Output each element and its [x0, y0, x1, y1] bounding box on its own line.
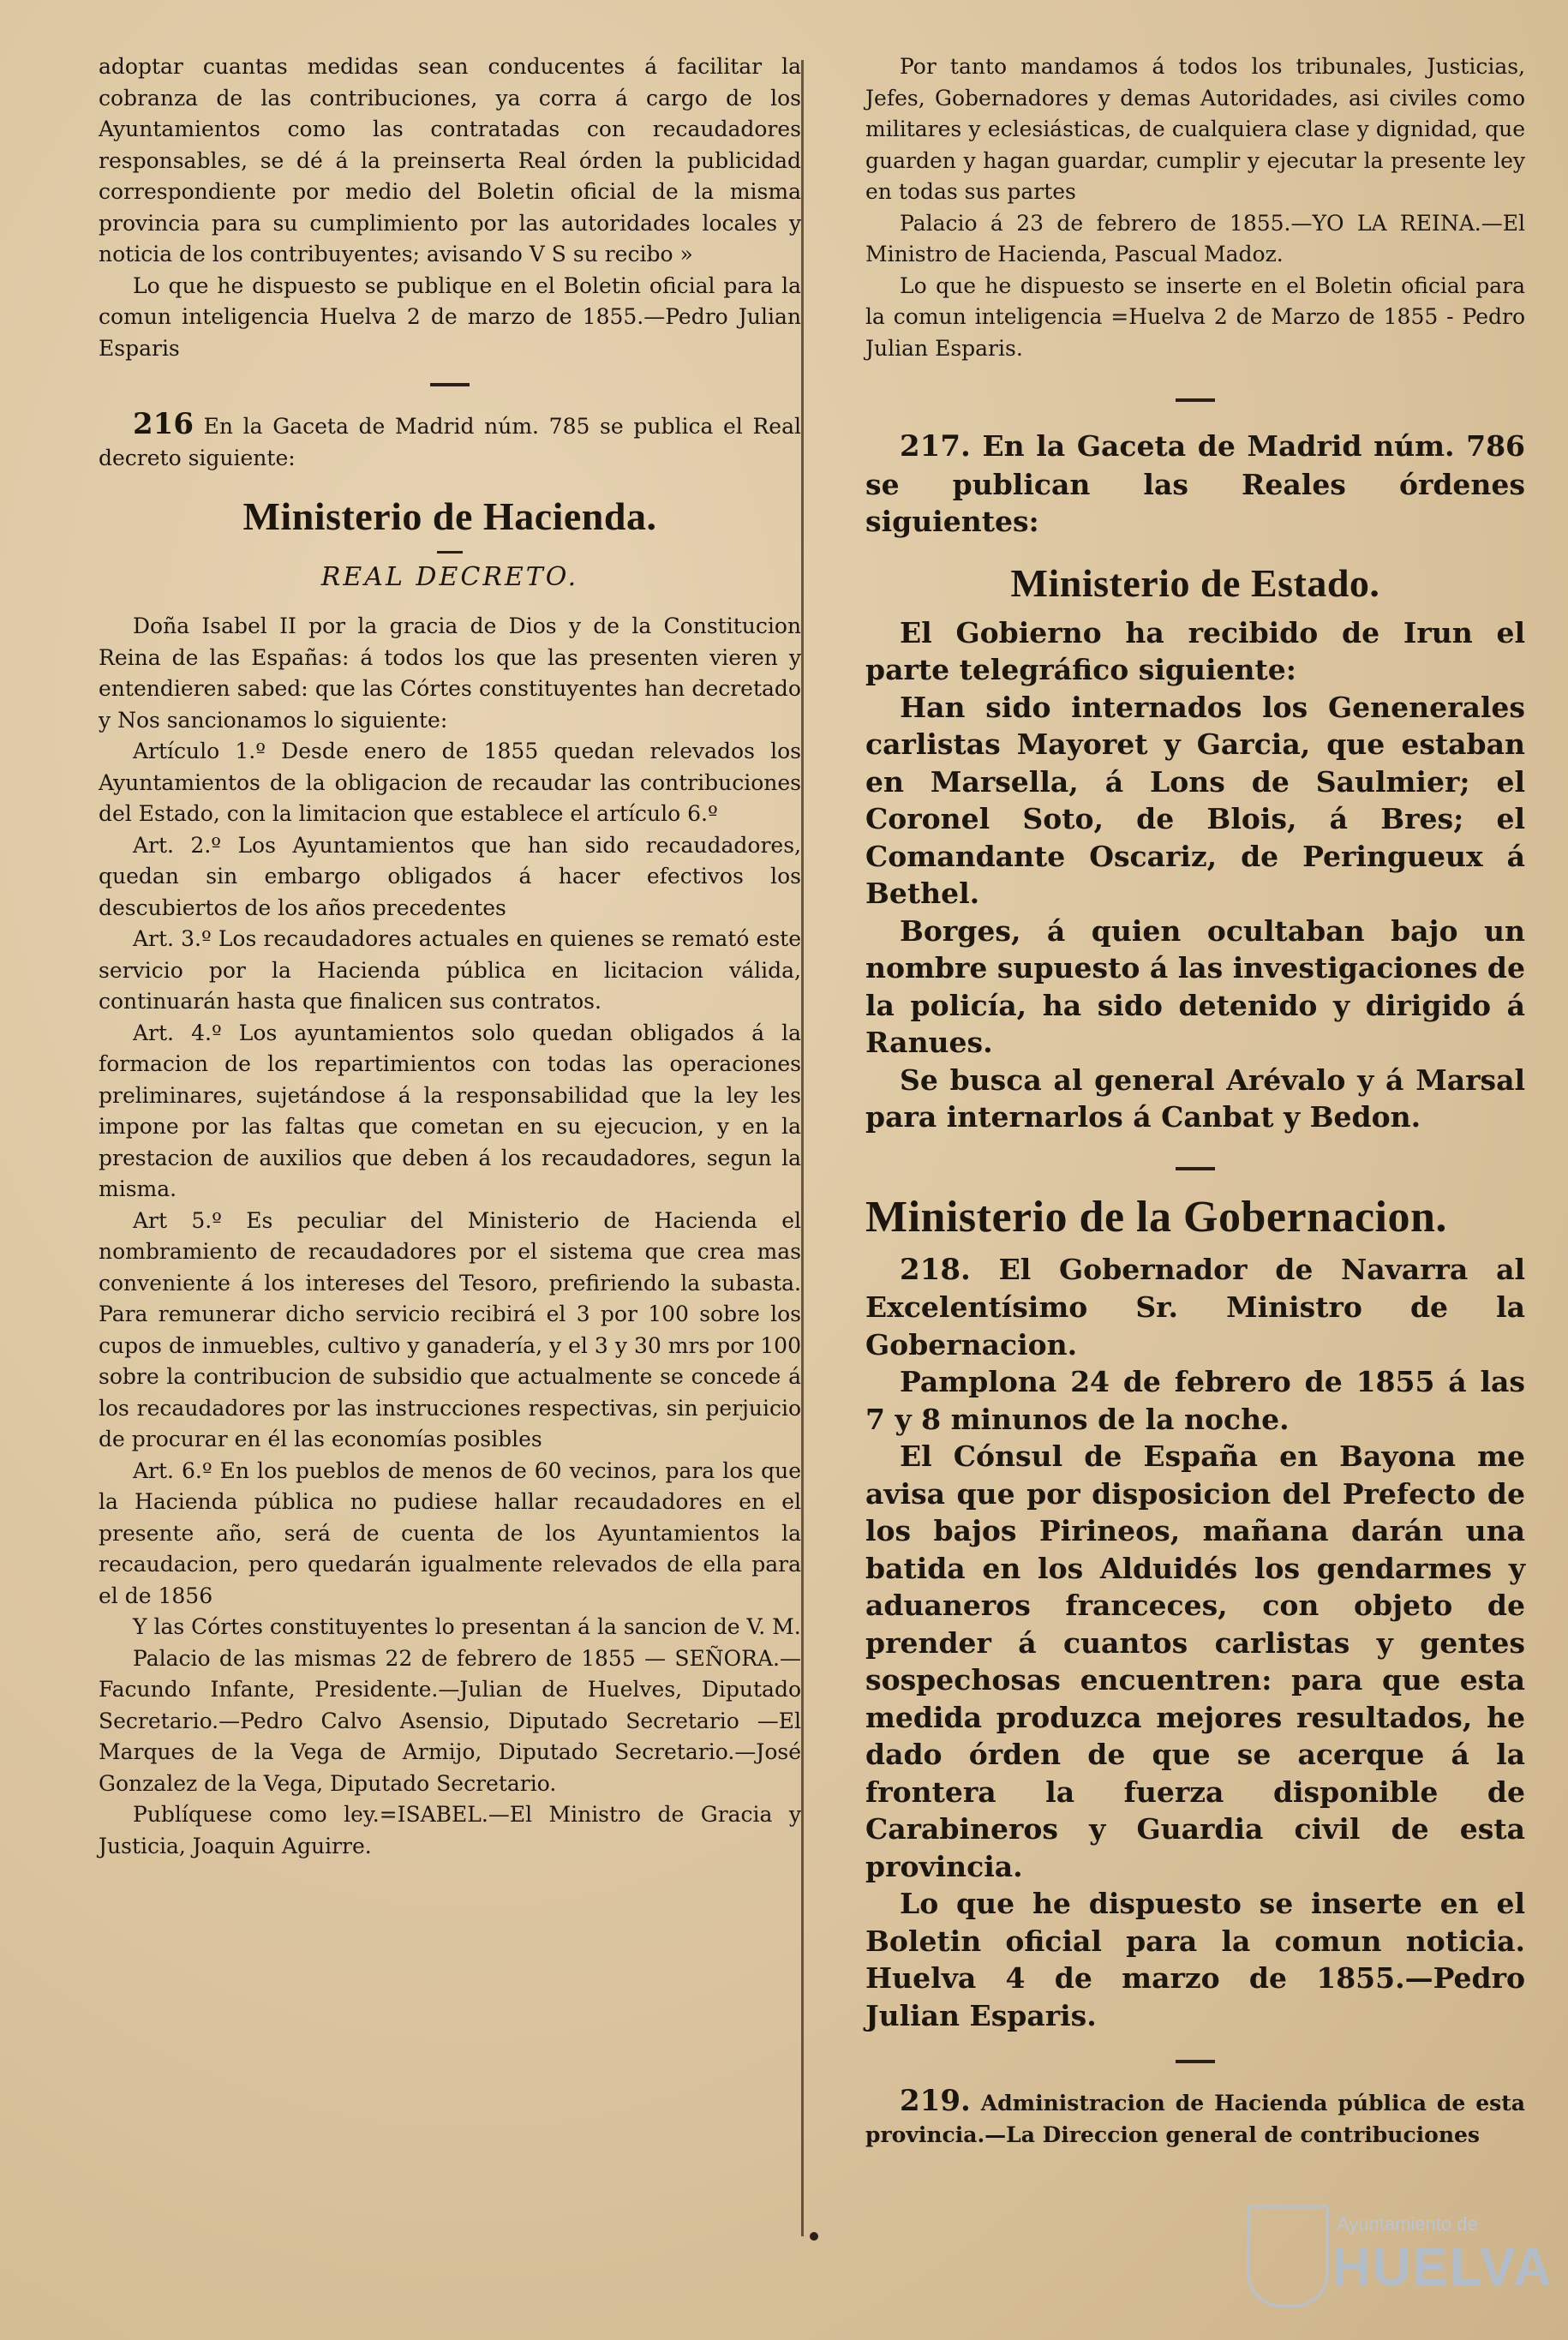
gobernacion-paragraph-3: Lo que he dispuesto se inserte en el Boletin oficial para la comun noticia. Huelva 4 de marzo de 1855.—Pedro Julian Esparis.	[865, 1887, 1525, 2032]
publication-note: Lo que he dispuesto se publique en el Boletin oficial para la comun inteligencia Huelva 2 de marzo de 1855.—Pedro Julian Esparis	[99, 272, 801, 361]
right-column	[865, 51, 1525, 2151]
signatures: Palacio de las mismas 22 de febrero de 1855 — SEÑORA.—Facundo Infante, Presidente.—Julian de Huelves, Diputado Secretario.—Pedro Calvo Asensio, Diputado Secretario —El Marques de la Vega de Armijo, Diputado Secretario.—José Gonzalez de la Vega, Diputado Secretario.	[99, 1645, 801, 1796]
item-217	[865, 428, 1525, 541]
article-1: Artículo 1.º Desde enero de 1855 quedan relevados los Ayuntamientos de la obligacion de recaudar las contribuciones del Estado, con la limitacion que establece el artículo 6.º	[99, 739, 801, 826]
page-dot	[810, 2232, 818, 2241]
mandate: Por tanto mandamos á todos los tribunales, Justicias, Jefes, Gobernadores y demas Autoridades, asi civiles como militares y eclesiásticas, de cualquiera clase y dignidad, que guarden y hagan guardar, cumplir y ejecutar la presente ley en todas sus partes	[865, 54, 1525, 204]
royal-signature: Palacio á 23 de febrero de 1855.—YO LA REINA.—El Ministro de Hacienda, Pascual Madoz.	[865, 210, 1525, 266]
watermark	[1247, 2205, 1553, 2307]
article-5: Art 5.º Es peculiar del Ministerio de Hacienda el nombramiento de recaudadores por el sistema que crea mas conveniente á los intereses del Tesoro, prefiriendo la subasta. Para remunerar dicho servicio recibirá el 3 por 100 sobre los cupos de inmuebles, cultivo y ganadería, y el 3 y 30 mrs por 100 sobre la contribucion de subsidio que actualmente se concede á los recaudadores por las instrucciones respectivas, sin perjuicio de procurar en él las economías posibles	[99, 1207, 801, 1451]
item-number: 219.	[900, 2084, 971, 2118]
section-rule	[1176, 1167, 1215, 1170]
item-216	[99, 409, 801, 474]
watermark-big-text: HUELVA	[1332, 2238, 1553, 2297]
gobernacion-paragraph-2: El Cónsul de España en Bayona me avisa que por disposicion del Prefecto de los bajos Pirineos, mañana darán una batida en los Alduidés los gendarmes y aduaneros franceces, con objeto de prender á cuantos carlistas y gentes sospechosas encuentren: para que esta medida produzca mejores resultados, he dado órden de que se acerque á la frontera la fuerza disponible de Carabineros y Guardia civil de esta provincia.	[865, 1439, 1525, 1883]
section-rule	[430, 383, 470, 386]
estado-paragraph-3: Borges, á quien ocultaban bajo un nombre supuesto á las investigaciones de la policía, ha sido detenido y dirigido á Ranues.	[865, 913, 1525, 1059]
intro-paragraph: adoptar cuantas medidas sean conducentes á facilitar la cobranza de las contribuciones, ya corra á cargo de los Ayuntamientos como las contratadas con recaudadores responsables, se dé á la preinserta Real órden la publicidad correspondiente por medio del Boletin oficial de la misma provincia para su cumplimiento por las autoridades locales y noticia de los contribuyentes; avisando V S su recibo »	[99, 54, 801, 266]
promulgation: Publíquese como ley.=ISABEL.—El Ministro de Gracia y Justicia, Joaquin Aguirre.	[99, 1802, 801, 1858]
article-4: Art. 4.º Los ayuntamientos solo quedan obligados á la formacion de los repartimientos con todas las operaciones preliminares, sujetándose á la responsabilidad que la ley les impone por las faltas que cometan en su ejecucion, y en la prestacion de auxilios que deben á los recaudadores, segun la misma.	[99, 1020, 801, 1201]
item-text: En la Gaceta de Madrid núm. 786 se publican las Reales órdenes siguientes:	[865, 429, 1525, 538]
article-6: Art. 6.º En los pueblos de menos de 60 vecinos, para los que la Hacienda pública no pudiese hallar recaudadores en el presente año, será de cuenta de los Ayuntamientos la recaudacion, pero quedarán igualmente relevados de ella para el de 1856	[99, 1457, 801, 1608]
estado-paragraph-2: Han sido internados los Genenerales carlistas Mayoret y Garcia, que estaban en Marsella, á Lons de Saulmier; el Coronel Soto, de Blois, á Bres; el Comandante Oscariz, de Peringueux á Bethel.	[865, 690, 1525, 910]
item-text: El Gobernador de Navarra al Excelentísimo Sr. Ministro de la Gobernacion.	[865, 1252, 1525, 1362]
decree-title: REAL DECRETO.	[320, 562, 579, 592]
ministry-heading-estado: Ministerio de Estado.	[1010, 560, 1380, 605]
item-219	[865, 2086, 1525, 2151]
presentation: Y las Córtes constituyentes lo presentan á la sancion de V. M.	[133, 1614, 801, 1639]
section-rule	[1176, 2060, 1215, 2063]
item-218	[865, 1251, 1525, 1364]
insert-note: Lo que he dispuesto se inserte en el Boletin oficial para la comun inteligencia =Huelva 2 de Marzo de 1855 - Pedro Julian Esparis.	[865, 272, 1525, 361]
estado-paragraph-4: Se busca al general Arévalo y á Marsal para internarlos á Canbat y Bedon.	[865, 1062, 1525, 1134]
huelva-shield-icon	[1247, 2205, 1329, 2307]
ministry-heading-gobernacion: Ministerio de la Gobernacion.	[865, 1192, 1447, 1242]
left-column	[99, 51, 801, 1862]
item-number: 217.	[900, 429, 971, 464]
estado-paragraph-1: El Gobierno ha recibido de Irun el parte telegráfico siguiente:	[865, 615, 1525, 686]
item-number: 218.	[900, 1252, 971, 1287]
item-number: 216	[133, 407, 194, 441]
item-text: En la Gaceta de Madrid núm. 785 se publica el Real decreto siguiente:	[99, 414, 801, 470]
column-divider	[801, 60, 804, 2236]
item-text: Administracion de Hacienda pública de esta provincia.—La Direccion general de contribuciones	[865, 2091, 1525, 2147]
watermark-small-text: Ayuntamiento de	[1337, 2213, 1478, 2235]
ministry-heading-hacienda: Ministerio de Hacienda.	[242, 494, 657, 538]
article-3: Art. 3.º Los recaudadores actuales en quienes se remató este servicio por la Hacienda pública en licitacion válida, continuarán hasta que finalicen sus contratos.	[99, 926, 801, 1014]
section-rule	[1176, 398, 1215, 402]
heading-rule	[437, 551, 463, 554]
decree-preamble: Doña Isabel II por la gracia de Dios y de la Constitucion Reina de las Españas: á todos los que las presenten vieren y entendieren sabed: que las Córtes constituyentes han decretado y Nos sancionamos lo siguiente:	[99, 613, 801, 733]
gobernacion-paragraph-1: Pamplona 24 de febrero de 1855 á las 7 y 8 minunos de la noche.	[865, 1365, 1525, 1436]
article-2: Art. 2.º Los Ayuntamientos que han sido recaudadores, quedan sin embargo obligados á hacer efectivos los descubiertos de los años precedentes	[99, 832, 801, 920]
